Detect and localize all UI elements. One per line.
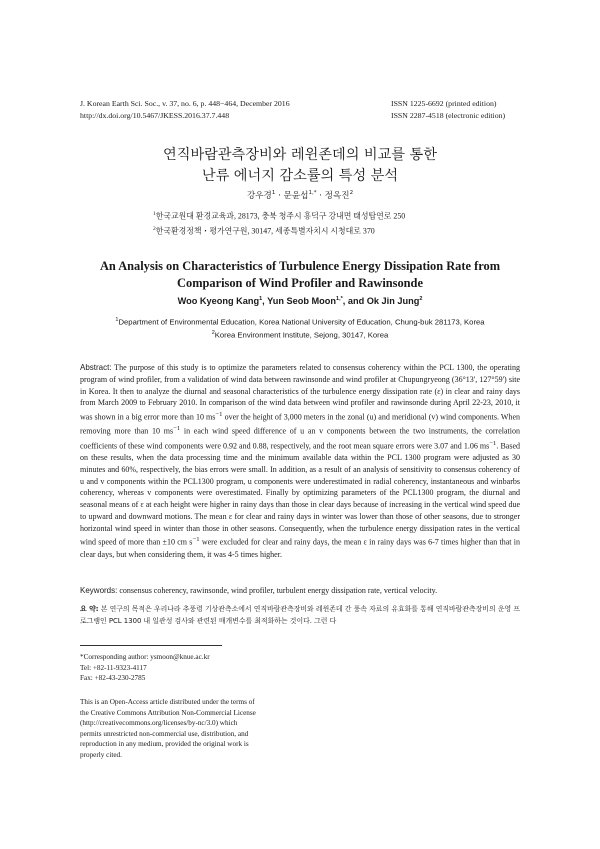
english-author-1: Woo Kyeong Kang <box>177 296 260 307</box>
issn-electronic: ISSN 2287-4518 (electronic edition) <box>391 110 506 120</box>
corresponding-author-note <box>80 652 210 684</box>
english-author-3: Ok Jin Jung <box>366 296 420 307</box>
english-authors: Woo Kyeong Kang$^1$, Yun Seob Moon$^{1,*}$, and Ok Jin Jung$^2$ <box>177 296 423 307</box>
korean-author-1-sup: 1 <box>271 190 276 197</box>
issn-header <box>391 98 505 121</box>
korean-author-3: 정옥진 <box>324 191 350 201</box>
abstract-label: Abstract: <box>80 363 112 372</box>
korean-abstract-label: 요 약: <box>80 605 99 613</box>
author-separator: · <box>275 191 284 201</box>
korean-title-line1: 연직바람관측장비와 레윈존데의 비교를 통한 <box>163 147 437 163</box>
english-author-2: Yun Seob Moon <box>267 296 337 307</box>
license-note: This is an Open-Access article distributed under the terms of the Creative Commons Attribution Non-Commercial License (http://creativecommons.org/licenses/by-nc/3.0) which permits unrestricted non-commercial use, distribution, and reproduction in any medium, provided the original work is properly cited. <box>80 698 256 759</box>
english-affiliations <box>80 315 520 340</box>
corresponding-fax: Fax: +82-43-230-2785 <box>80 674 146 682</box>
korean-author-3-sup: 2 <box>349 190 354 197</box>
korean-abstract <box>80 604 520 627</box>
english-affiliation-2: $^2$Korea Environment Institute, Sejong, 30147, Korea <box>211 329 389 340</box>
english-abstract: Abstract: The purpose of this study is to optimize the parameters related to consensus coherency within the PCL 1300, the operating program of wind profiler, from a validation of wind data between rawinsonde and wind profiler at Chupungryeong (36°13', 127°59') site in Korea. It then to analyze the diurnal and seasonal characteristics of the turbulence energy dissipation rate (ε) in clear and rainy days from March 2009 to February 2010. In comparison of the wind data between wind profiler and rawinsonde during April 22-23, 2010, it was shown in a big error more than 10 $ms^{-1}$ over the height of 3,000 meters in the zonal (u) and meridional (v) wind components. When removing more than 10 $ms^{-1}$ in each wind speed difference of u an v components between the two instruments, the correlation coefficients of these wind components were 0.92 and 0.88, respectively, and the root mean square errors were 3.07 and 1.06 $ms^{-1}$. Based on these results, when the data processing time and the minimum available data within the PCL 1300 program were adjusted as 30 minutes and 60%, respectively, the bias errors were small. In addition, as a result of an analysis of sensitivity to consensus coherency of u and v components within the PCL1300 program, u components were underestimated in radial coherency, instantaneous and winbarbs coherency, whereas v components were overestimated. Finally by optimizing parameters of the PCL1300 program, the diurnal and seasonal means of ε at each height were higher in rainy days than those in clear days because of increasing in the vertical wind speed due to upward and downward motions. The mean ε for clear and rainy days in winter was lower than those of other seasons, due to stronger horizontal wind speed in winter than those in other seasons. Consequently, when the turbulence energy dissipation rates in the vertical wind speed of more than ±10 cm $s^{-1}$ were excluded for clear and rainy days, the mean ε in rainy days was 6-7 times higher than that in clear days, but when considering them, it was 4-5 times higher. <box>80 363 521 559</box>
korean-affiliations <box>153 208 405 238</box>
footnote-divider <box>80 645 222 646</box>
korean-affiliation-2: $^2$한국환경정책・평가연구원, 30147, 세종특별자치시 시청대로 370 <box>153 226 375 236</box>
english-affiliation-1: $^1$Department of Environmental Education, Korea National University of Education, Chung-buk 281173, Korea <box>115 317 485 327</box>
keywords-text: consensus coherency, rawinsonde, wind profiler, turbulent energy dissipation rate, vertical velocity. <box>117 586 438 595</box>
doi-link[interactable]: http://dx.doi.org/10.5467/JKESS.2016.37.7.448 <box>80 110 230 120</box>
author-separator: · <box>316 191 325 201</box>
issn-print: ISSN 1225-6692 (printed edition) <box>391 99 497 108</box>
korean-author-1: 강우경 <box>246 191 272 201</box>
korean-author-2-sup: 1,* <box>308 190 317 197</box>
keywords <box>80 585 520 597</box>
corresponding-email: *Corresponding author: ysmoon@knue.ac.kr <box>80 653 210 661</box>
korean-title-line2: 난류 에너지 감소률의 특성 분석 <box>201 168 399 184</box>
journal-header <box>80 98 290 121</box>
english-title <box>0 258 600 291</box>
korean-authors <box>0 189 600 201</box>
english-title-line2: Comparison of Wind Profiler and Rawinsonde <box>177 275 423 290</box>
keywords-label: Keywords: <box>80 586 118 595</box>
corresponding-tel: Tel: +82-11-9323-4117 <box>80 663 147 672</box>
korean-title <box>0 145 600 187</box>
korean-author-2: 문윤섭 <box>283 191 309 201</box>
english-title-line1: An Analysis on Characteristics of Turbulence Energy Dissipation Rate from <box>99 259 501 273</box>
korean-abstract-text: 본 연구의 목적은 우리나라 추풍령 기상관측소에서 연직바람관측장비와 레윈존데 간 풍속 자료의 유효화를 통해 연직바람관측장비의 운영 프로그램인 PCL 1300 내 일관성 검사와 관련된 매개변수를 최적화하는 것이다. 그런 다 <box>80 605 521 625</box>
korean-affiliation-1: $^1$한국교원대 환경교육과, 28173, 충북 청주시 흥덕구 강내면 태성탑연로 250 <box>153 211 406 221</box>
journal-citation: J. Korean Earth Sci. Soc., v. 37, no. 6, p. 448−464, December 2016 <box>80 99 290 108</box>
